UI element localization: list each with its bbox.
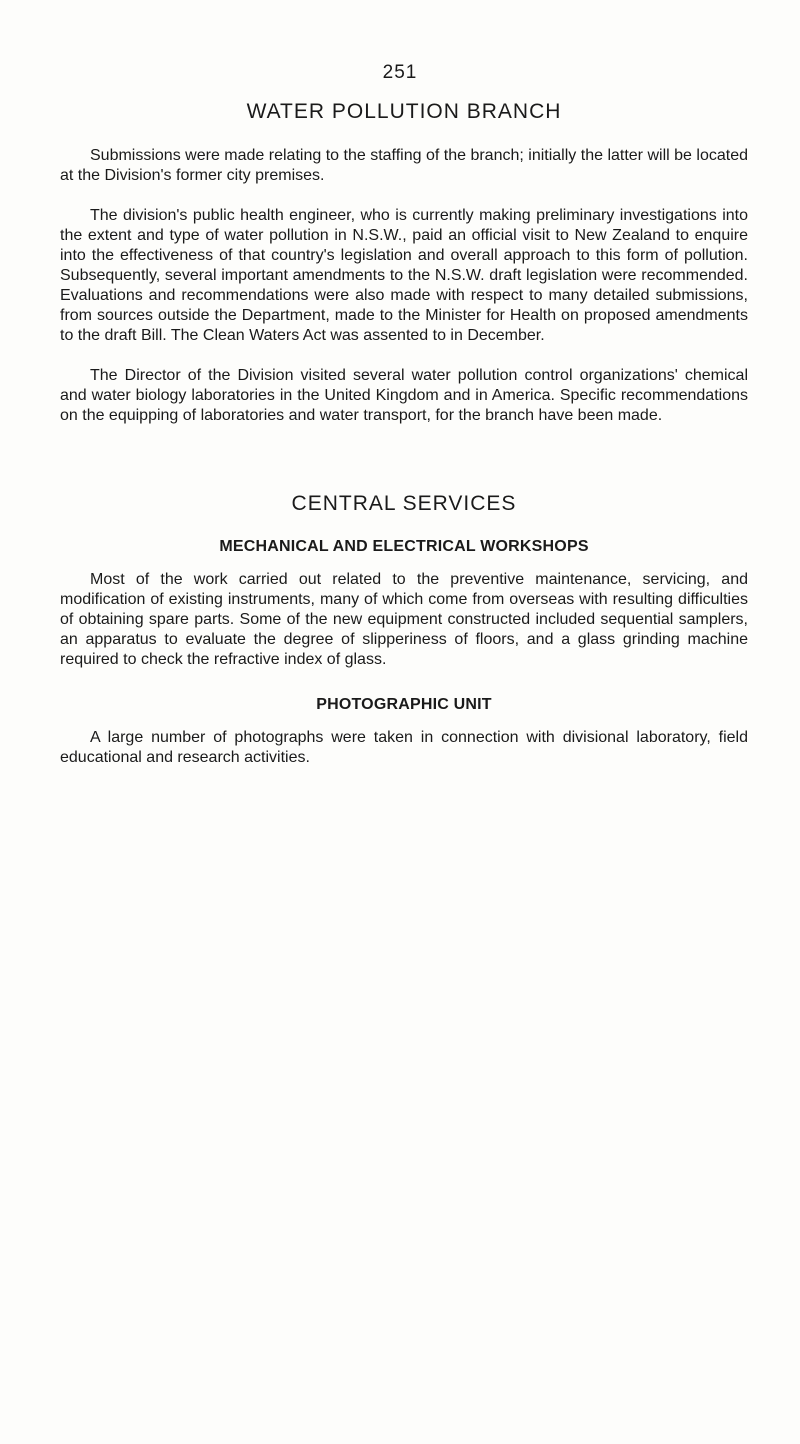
photographic-unit-paragraph: A large number of photographs were taken in connection with divisional laboratory, field educational and research activities. — [60, 729, 748, 766]
page-number: 251 — [382, 62, 418, 83]
page-content — [60, 100, 748, 788]
workshops-paragraph: Most of the work carried out related to the preventive maintenance, servicing, and modification of existing instruments, many of which come from overseas with resulting difficulties of obtaining spare parts. Some of the new equipment constructed included sequential samplers, an apparatus to evaluate the degree of slipperiness of floors, and a glass grinding machine required to check the refractive index of glass. — [60, 571, 748, 668]
central-services-title: CENTRAL SERVICES — [291, 492, 517, 515]
water-pollution-paragraph-1: Submissions were made relating to the staffing of the branch; initially the latter will be located at the Division's former city premises. — [60, 147, 748, 184]
water-pollution-paragraph-3: The Director of the Division visited several water pollution control organizations' chemical and water biology laboratories in the United Kingdom and in America. Specific recommendations on the equipping of laboratories and water transport, for the branch have been made. — [60, 367, 748, 424]
water-pollution-title: WATER POLLUTION BRANCH — [246, 100, 562, 123]
photographic-unit-title: PHOTOGRAPHIC UNIT — [316, 696, 492, 713]
workshops-title: MECHANICAL AND ELECTRICAL WORKSHOPS — [219, 538, 589, 555]
water-pollution-section — [60, 100, 748, 426]
section-spacer — [60, 446, 748, 492]
water-pollution-paragraph-2: The division's public health engineer, who is currently making preliminary investigations into the extent and type of water pollution in N.S.W., paid an official visit to New Zealand to enquire into the effectiveness of that country's legislation and overall approach to this form of pollution. Subsequently, several important amendments to the N.S.W. draft legislation were recommended. Evaluations and recommendations were also made with respect to many detailed submissions, from sources outside the Department, made to the Minister for Health on proposed amendments to the draft Bill. The Clean Waters Act was assented to in December. — [60, 207, 748, 344]
central-services-section — [60, 492, 748, 768]
